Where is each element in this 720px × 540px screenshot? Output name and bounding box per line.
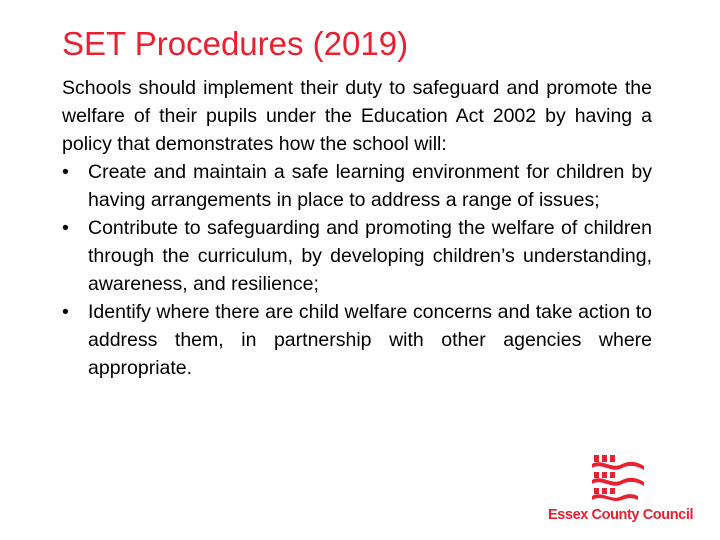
bullet-text: Create and maintain a safe learning environment for children by having arrangements in place to address a range of issues; bbox=[88, 161, 652, 211]
bullet-icon: • bbox=[62, 217, 69, 239]
slide-title: SET Procedures (2019) bbox=[62, 25, 409, 62]
bullet-text: Contribute to safeguarding and promoting the welfare of children through the curriculum, by developing children’s understanding, awareness, and resilience; bbox=[88, 217, 652, 295]
bullet-list bbox=[62, 158, 652, 382]
bullet-text: Identify where there are child welfare concerns and take action to address them, in partnership with other agencies where appropriate. bbox=[88, 301, 652, 379]
essex-county-council-logo bbox=[548, 452, 694, 526]
list-item bbox=[62, 298, 652, 382]
intro-paragraph: Schools should implement their duty to safeguard and promote the welfare of their pupils under the Education Act 2002 by having a policy that demonstrates how the school will: bbox=[62, 77, 652, 155]
bullet-icon: • bbox=[62, 161, 69, 183]
seaxes-crest-icon bbox=[588, 452, 646, 502]
logo-wordmark: Essex County Council bbox=[548, 507, 694, 523]
slide-body bbox=[62, 74, 652, 382]
bullet-icon: • bbox=[62, 301, 69, 323]
list-item bbox=[62, 214, 652, 298]
list-item bbox=[62, 158, 652, 214]
